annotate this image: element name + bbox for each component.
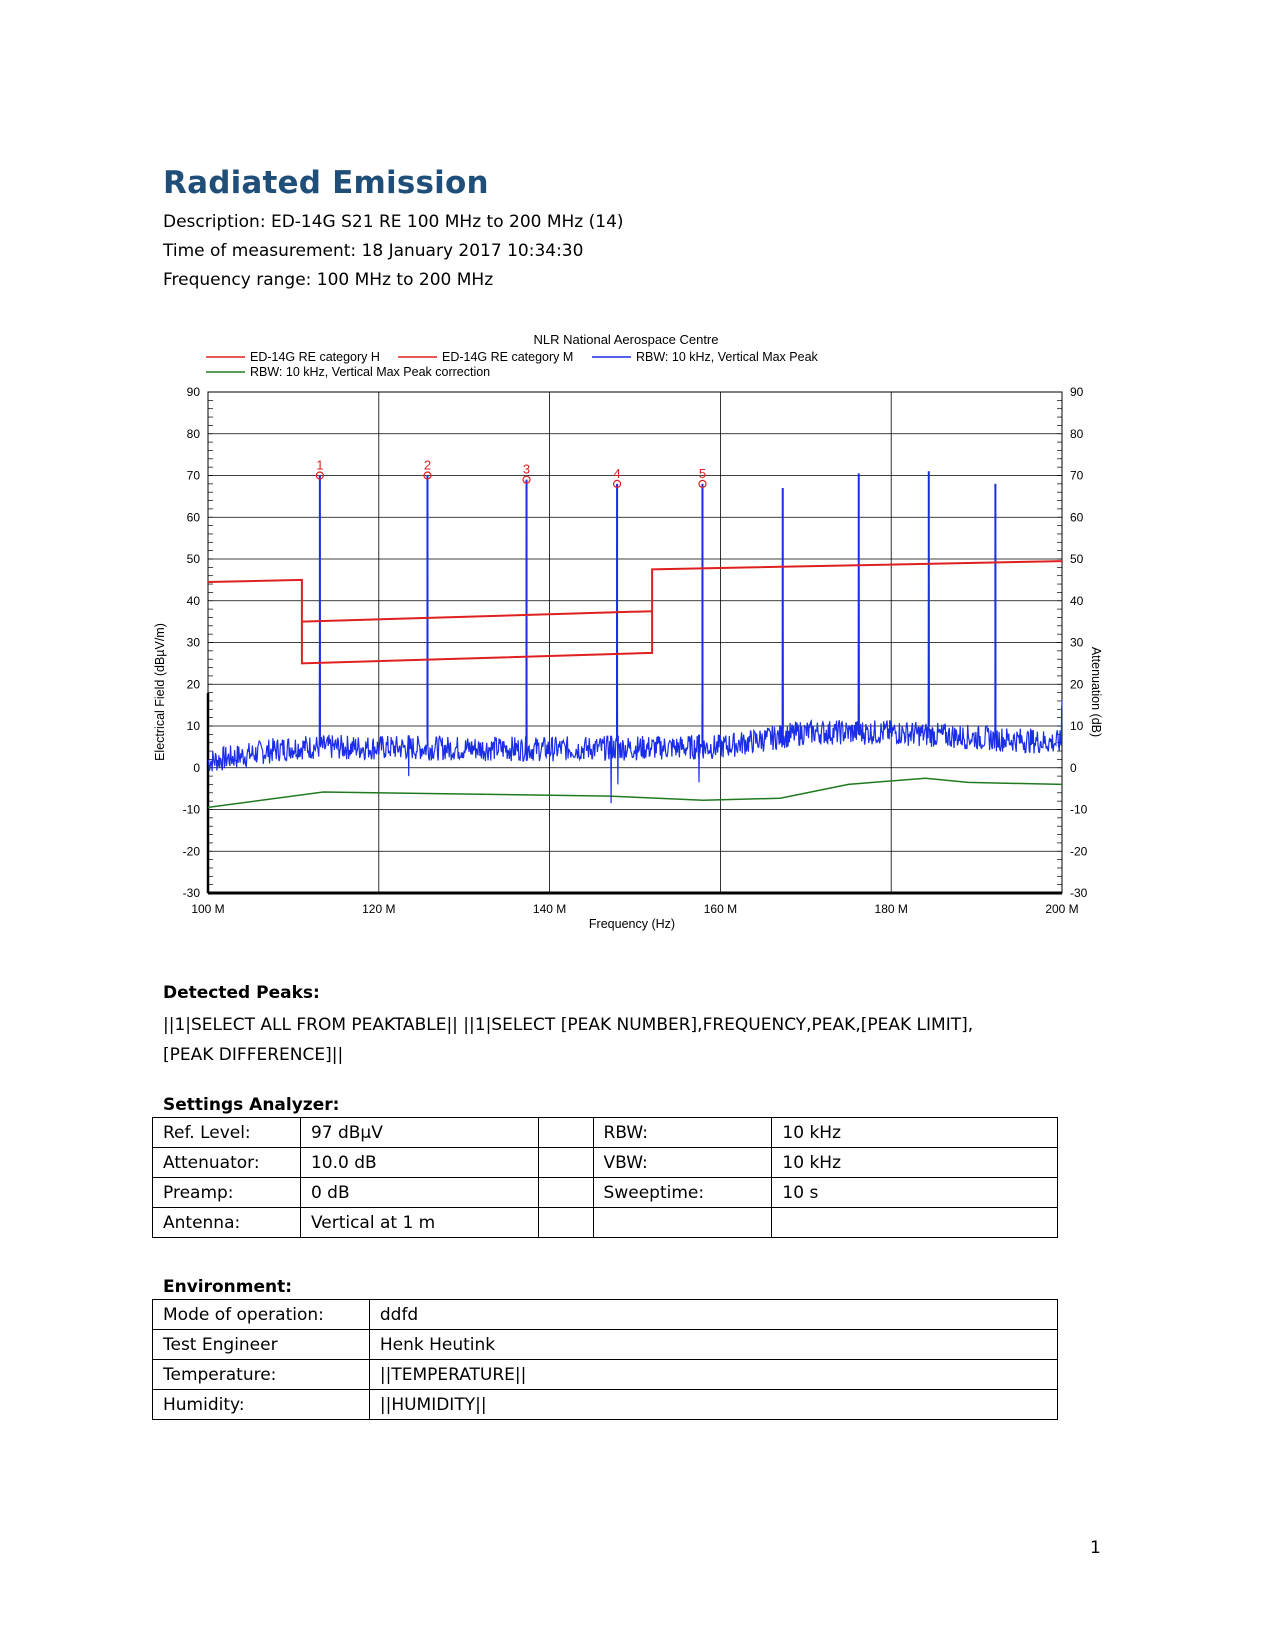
series-line-category-m [302,611,652,621]
peak-marker-label: 1 [316,457,324,473]
settings-label: Preamp: [153,1178,301,1208]
settings-value: 10 kHz [772,1148,1058,1178]
y2-tick-label: -20 [1070,844,1088,859]
table-row [153,1360,1058,1390]
settings-value: Vertical at 1 m [300,1208,538,1238]
environment-label: Mode of operation: [153,1300,370,1330]
y-tick-label: 10 [186,719,200,733]
y-tick-label: 90 [186,385,200,399]
environment-value: ||TEMPERATURE|| [369,1360,1057,1390]
settings-value: 0 dB [300,1178,538,1208]
x-tick-label: 180 M [874,902,908,916]
y-tick-label: 70 [186,468,200,483]
description-text: Description: ED-14G S21 RE 100 MHz to 200 MHz (14) [163,212,624,232]
y-tick-label: -30 [182,886,200,900]
peak-marker-label: 2 [423,457,432,473]
table-row [153,1178,1058,1208]
y-tick-label: 30 [186,635,200,650]
y2-tick-label: 50 [1070,552,1084,566]
environment-label: Test Engineer [153,1330,370,1360]
x-tick-label: 100 M [191,902,225,916]
legend-label-max-peak: RBW: 10 kHz, Vertical Max Peak [636,350,818,364]
legend-label-category-h: ED-14G RE category H [250,350,380,364]
peak-marker-label: 3 [522,461,531,477]
settings-spacer [538,1208,593,1238]
frequency-range-text: Frequency range: 100 MHz to 200 MHz [163,270,494,290]
emission-chart [0,330,1275,950]
settings-label [593,1208,772,1238]
detected-peaks-text: ||1|SELECT ALL FROM PEAKTABLE|| ||1|SELECT [PEAK NUMBER],FREQUENCY,PEAK,[PEAK LIMIT],[PEAK DIFFERENCE]|| [163,1015,974,1065]
chart-legend [206,350,819,379]
settings-spacer [538,1178,593,1208]
y-axis-label: Electrical Field (dBµV/m) [153,623,167,761]
settings-label: VBW: [593,1148,772,1178]
settings-spacer [538,1118,593,1148]
settings-value: 10 kHz [772,1118,1058,1148]
y-tick-label: 20 [186,677,200,692]
peak-marker-label: 4 [613,465,621,481]
legend-label-correction: RBW: 10 kHz, Vertical Max Peak correction [250,365,491,379]
environment-label: Humidity: [153,1390,370,1420]
table-row [153,1118,1058,1148]
environment-value: ddfd [369,1300,1057,1330]
y2-tick-label: 30 [1070,635,1084,650]
environment-table [152,1299,1058,1420]
series-line-max-peak [208,471,1062,803]
settings-heading: Settings Analyzer: [163,1095,340,1115]
settings-value [772,1208,1058,1238]
y-tick-label: 60 [186,510,200,525]
settings-label: Ref. Level: [153,1118,301,1148]
table-row [153,1208,1058,1238]
page-number: 1 [1090,1538,1101,1558]
y2-tick-label: 40 [1070,593,1084,608]
table-row [153,1148,1058,1178]
detected-peaks-heading: Detected Peaks: [163,983,320,1003]
y2-tick-label: 60 [1070,510,1084,525]
legend-label-category-m: ED-14G RE category M [442,350,574,364]
page-title: Radiated Emission [163,165,489,201]
environment-value: Henk Heutink [369,1330,1057,1360]
y-tick-label: 0 [193,760,200,775]
settings-value: 10 s [772,1178,1058,1208]
y2-tick-label: 70 [1070,468,1084,483]
settings-label: Attenuator: [153,1148,301,1178]
x-axis-label: Frequency (Hz) [588,917,676,931]
settings-spacer [538,1148,593,1178]
x-tick-label: 140 M [532,902,567,916]
environment-label: Temperature: [153,1360,370,1390]
settings-label: RBW: [593,1118,772,1148]
settings-label: Antenna: [153,1208,301,1238]
y2-tick-label: -30 [1070,886,1088,900]
settings-label: Sweeptime: [593,1178,772,1208]
y2-tick-label: 80 [1070,426,1084,441]
y-tick-label: 80 [186,426,200,441]
y2-tick-label: 10 [1070,719,1084,733]
y2-tick-label: 20 [1070,677,1084,692]
measurement-time-text: Time of measurement: 18 January 2017 10:34:30 [163,241,584,261]
series-line-correction [208,778,1062,807]
x-tick-label: 120 M [362,902,396,916]
table-row [153,1300,1058,1330]
settings-value: 10.0 dB [300,1148,538,1178]
y-tick-label: -10 [182,802,200,817]
peak-marker-label: 5 [698,465,707,481]
settings-value: 97 dBµV [300,1118,538,1148]
environment-value: ||HUMIDITY|| [369,1390,1057,1420]
x-tick-label: 160 M [703,902,738,916]
chart-title: NLR National Aerospace Centre [533,332,719,347]
y-tick-label: 40 [186,593,200,608]
y-tick-label: -20 [182,844,200,859]
settings-table [152,1117,1058,1238]
y2-tick-label: 90 [1070,385,1084,399]
y2-tick-label: -10 [1070,802,1088,817]
y-tick-label: 50 [186,552,200,566]
table-row [153,1390,1058,1420]
x-tick-label: 200 M [1045,902,1079,916]
environment-heading: Environment: [163,1277,293,1297]
y2-tick-label: 0 [1070,760,1077,775]
table-row [153,1330,1058,1360]
y2-axis-label: Attenuation (dB) [1089,646,1103,738]
